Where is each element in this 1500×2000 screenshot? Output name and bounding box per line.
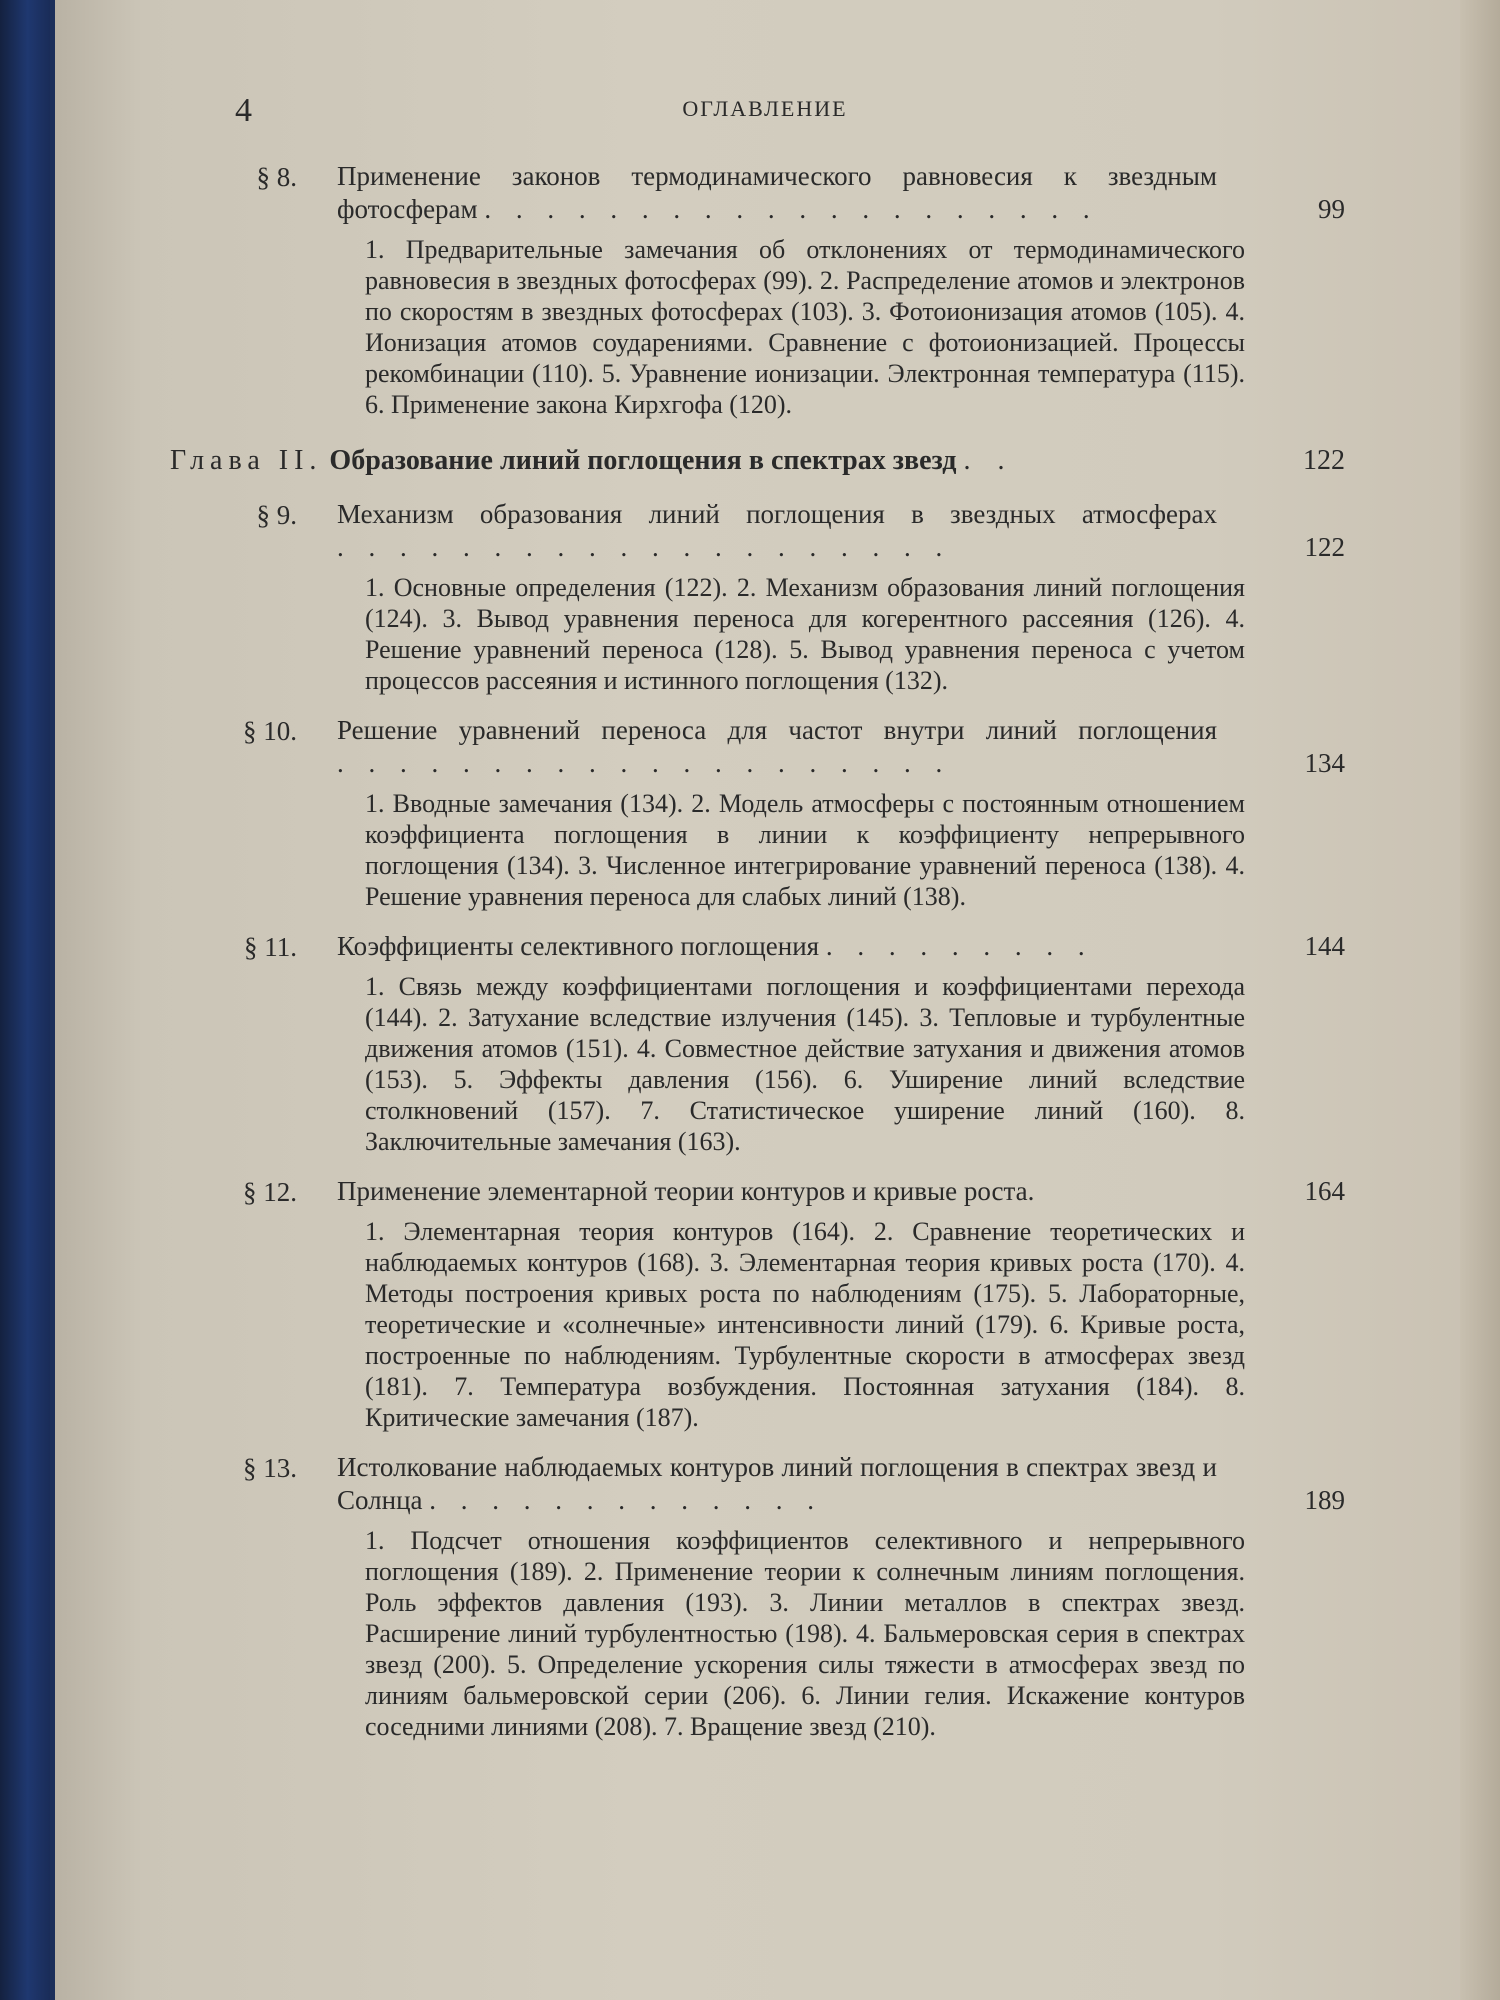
running-title: ОГЛАВЛЕНИЕ xyxy=(682,96,848,121)
section-page: 189 xyxy=(1304,1485,1345,1515)
section-page: 134 xyxy=(1304,748,1345,778)
leader-dots: . . . . . . . . . . . . . . . . . . . . xyxy=(337,532,952,562)
toc-entry-s8 xyxy=(225,160,1345,420)
page-edge xyxy=(1460,0,1500,2000)
section-number: § 11. xyxy=(244,932,297,962)
toc-entry-s12 xyxy=(225,1175,1345,1433)
toc-chapter-2 xyxy=(170,444,1345,478)
leader-dots: . . xyxy=(963,445,1015,476)
section-title: Коэффициенты селективного поглощения . . . . . . . . . xyxy=(337,931,1094,961)
toc-entry-s11 xyxy=(225,930,1345,1157)
section-contents: 1. Элементарная теория контуров (164). 2. Сравнение теоретических и наблюдаемых контуров (168). 3. Элементарная теория кривых роста (170). 4. Методы построения кривых роста по наблюдениям (175). 5. Лабораторные, теоретические и «солнечные» интенсивности линий (179). 6. Кривые роста, построенные по наблюдениям. Турбулентные скорости в атмосферах звезд (181). 7. Температура возбуждения. Постоянная затухания (184). 8. Критические замечания (187). xyxy=(365,1217,1245,1432)
section-contents: 1. Связь между коэффициентами поглощения и коэффициентами перехода (144). 2. Затухание вследствие излучения (145). 3. Тепловые и турбулентные движения атомов (151). 4. Совместное действие затухания и движения атомов (153). 5. Эффекты давления (156). 6. Уширение линий вследствие столкновений (157). 7. Статистическое уширение линий (160). 8. Заключительные замечания (163). xyxy=(365,972,1245,1156)
section-page: 99 xyxy=(1318,194,1345,224)
section-number: § 10. xyxy=(243,716,297,746)
page-header xyxy=(185,92,1345,132)
section-number: § 13. xyxy=(243,1453,297,1483)
section-number: § 9. xyxy=(256,500,297,530)
section-number: § 8. xyxy=(256,162,297,192)
section-page: 164 xyxy=(1304,1176,1345,1206)
section-title: Применение законов термодинамического равновесия к звездным фотосферам . . . . . . . . . . . . . . . . . . . . xyxy=(337,161,1217,224)
section-title: Механизм образования линий поглощения в звездных атмосферах . . . . . . . . . . . . . . . . . . . . xyxy=(337,499,1217,562)
leader-dots: . . . . . . . . . . . . . . . . . . . . xyxy=(484,194,1099,224)
leader-dots: . . . . . . . . . . . . . . . . . . . . xyxy=(337,748,952,778)
toc-entry-s13 xyxy=(225,1451,1345,1742)
section-title: Истолкование наблюдаемых контуров линий поглощения в спектрах звезд и Солнца . . . . . . . . . . . . . xyxy=(337,1452,1217,1515)
section-title: Решение уравнений переноса для частот внутри линий поглощения . . . . . . . . . . . . . . . . . . . . xyxy=(337,715,1217,778)
leader-dots: . . . . . . . . . xyxy=(825,931,1094,961)
book-spine xyxy=(0,0,50,2000)
section-page: 144 xyxy=(1304,931,1345,961)
section-title: Применение элементарной теории контуров и кривые роста. xyxy=(337,1176,1035,1206)
chapter-title: Образование линий поглощения в спектрах звезд xyxy=(329,445,957,476)
section-contents: 1. Предварительные замечания об отклонениях от термодинамического равновесия в звездных фотосферах (99). 2. Распределение атомов и электронов по скоростям в звездных фотосферах (103). 3. Фотоионизация атомов (105). 4. Ионизация атомов соударениями. Сравнение с фотоионизацией. Процессы рекомбинации (110). 5. Уравнение ионизации. Электронная температура (115). 6. Применение закона Кирхгофа (120). xyxy=(365,235,1245,419)
section-contents: 1. Основные определения (122). 2. Механизм образования линий поглощения (124). 3. Вывод уравнения переноса для когерентного рассеяния (126). 4. Решение уравнений переноса (128). 5. Вывод уравнения переноса с учетом процессов рассеяния и истинного поглощения (132). xyxy=(365,573,1245,695)
toc-entry-s9 xyxy=(225,498,1345,696)
chapter-page: 122 xyxy=(1303,445,1345,476)
chapter-label: Глава II. xyxy=(170,445,323,476)
toc-entry-s10 xyxy=(225,714,1345,912)
page-number: 4 xyxy=(235,92,252,129)
section-contents: 1. Подсчет отношения коэффициентов селективного и непрерывного поглощения (189). 2. Применение теории к солнечным линиям поглощения. Роль эффектов давления (193). 3. Линии металлов в спектрах звезд. Расширение линий турбулентностью (198). 4. Бальмеровская серия в спектрах звезд (200). 5. Определение ускорения силы тяжести в атмосферах звезд по линиям бальмеровской серии (206). 6. Линии гелия. Искажение контуров соседними линиями (208). 7. Вращение звезд (210). xyxy=(365,1526,1245,1741)
table-of-contents xyxy=(170,160,1345,1760)
leader-dots: . . . . . . . . . . . . . xyxy=(429,1485,824,1515)
section-contents: 1. Вводные замечания (134). 2. Модель атмосферы с постоянным отношением коэффициента поглощения в линии к коэффициенту непрерывного поглощения (134). 3. Численное интегрирование уравнений переноса (138). 4. Решение уравнения переноса для слабых линий (138). xyxy=(365,789,1245,911)
section-number: § 12. xyxy=(243,1177,297,1207)
section-page: 122 xyxy=(1304,532,1345,562)
